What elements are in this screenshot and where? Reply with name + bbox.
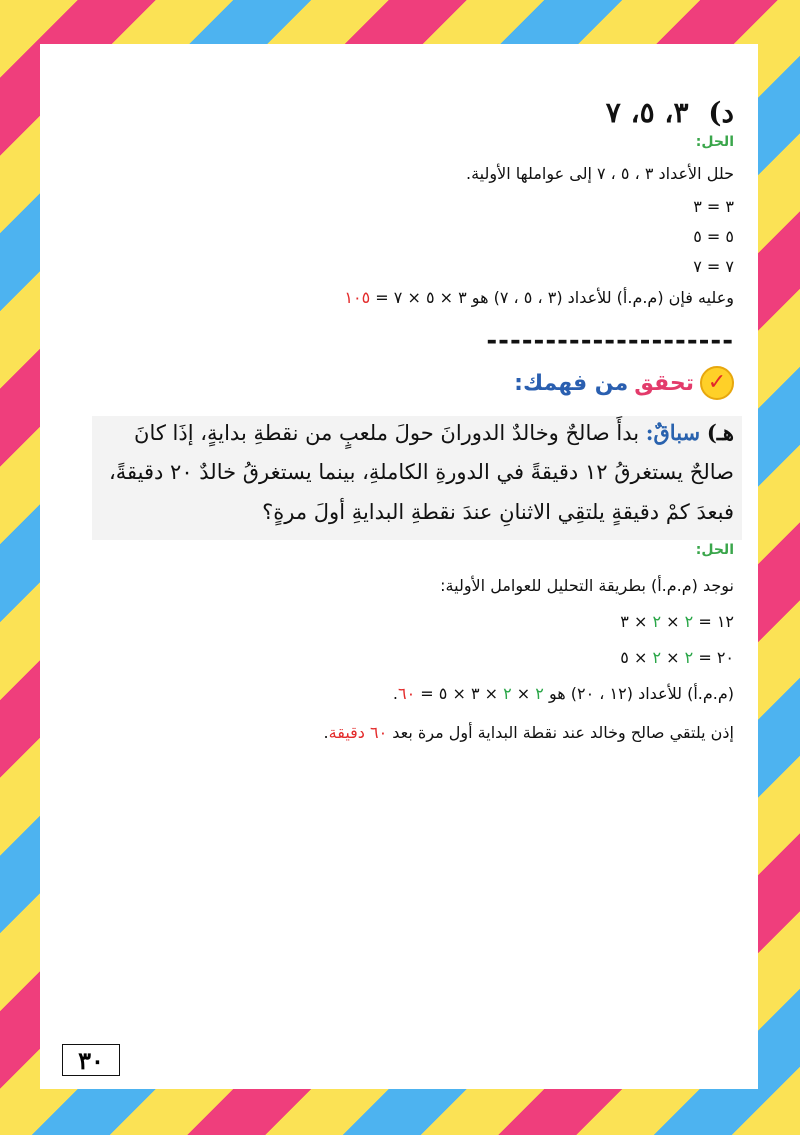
part-d-result-text: وعليه فإن (م.م.أ) للأعداد (٣ ، ٥ ، ٧) هو ٣ × ٥ × ٧ =: [370, 288, 734, 307]
check-subtitle: من فهمك:: [514, 370, 629, 396]
part-d-intro: حلل الأعداد ٣ ، ٥ ، ٧ إلى عواملها الأولية.: [466, 164, 734, 183]
separator-line: ---------------------: [486, 326, 734, 356]
lcm-value: ٦٠: [398, 684, 416, 703]
factor-two: ٢: [503, 684, 512, 703]
factor-two: ٢: [684, 648, 694, 667]
problem-label: هـ): [706, 420, 734, 445]
lcm-text: (م.م.أ) للأعداد (١٢ ، ٢٠) هو: [543, 684, 734, 703]
eq-tail: × ٣: [620, 612, 653, 631]
page-sheet: [40, 44, 758, 1089]
factorization-20: [620, 648, 734, 667]
part-d-numbers: ٣، ٥، ٧: [605, 96, 689, 129]
problem-keyword: سباقٌ:: [645, 420, 701, 445]
part-d-label: د): [708, 96, 734, 129]
eq-tail: × ٥: [620, 648, 653, 667]
problem-line-1: [134, 420, 734, 445]
factorization-12: [620, 612, 734, 631]
times-sign: ×: [661, 648, 685, 667]
eq-part: ١٢ =: [693, 612, 734, 631]
factor-line-3: ٣ = ٣: [693, 197, 734, 216]
times-sign: ×: [661, 612, 685, 631]
lcm-tail: × ٣ × ٥ =: [415, 684, 504, 703]
factor-two: ٢: [652, 612, 662, 631]
eq-part: ٢٠ =: [693, 648, 734, 667]
lcm-line: [393, 684, 734, 703]
conclusion-line: [324, 723, 734, 742]
check-title: تحقق: [634, 370, 694, 396]
check-icon: ✓: [700, 366, 734, 400]
problem-box: [92, 416, 742, 540]
factor-line-7: ٧ = ٧: [693, 257, 734, 276]
conclusion-value: ٦٠ دقيقة: [328, 723, 388, 742]
factor-two: ٢: [684, 612, 694, 631]
problem-text-1: بدأَ صالحٌ وخالدٌ الدورانَ حولَ ملعبٍ من نقطةِ بدايةٍ، إذَا كانَ: [134, 421, 640, 445]
factor-line-5: ٥ = ٥: [693, 227, 734, 246]
part-e-intro: نوجد (م.م.أ) بطريقة التحليل للعوامل الأولية:: [440, 576, 734, 595]
period: .: [323, 723, 329, 742]
problem-line-3: فبعدَ كمْ دقيقةٍ يلتقِي الاثنانِ عندَ نقطةِ البدايةِ أولَ مرةٍ؟: [262, 500, 734, 524]
page-number: ٣٠: [62, 1044, 120, 1076]
factor-two: ٢: [535, 684, 544, 703]
part-d-heading: [606, 96, 734, 129]
conclusion-text: إذن يلتقي صالح وخالد عند نقطة البداية أول مرة بعد: [387, 723, 734, 742]
check-understanding-banner: [514, 366, 734, 400]
part-d-result: [344, 288, 734, 307]
part-e-solution-label: الحل:: [695, 542, 734, 558]
problem-line-2: صالحٌ يستغرقُ ١٢ دقيقةً في الدورةِ الكاملةِ، بينما يستغرقُ خالدٌ ٢٠ دقيقةً،: [108, 460, 734, 484]
part-d-result-value: ١٠٥: [344, 288, 371, 307]
part-d-solution-label: الحل:: [695, 134, 734, 150]
times-sign: ×: [511, 684, 536, 703]
factor-two: ٢: [652, 648, 662, 667]
period: .: [392, 684, 399, 703]
